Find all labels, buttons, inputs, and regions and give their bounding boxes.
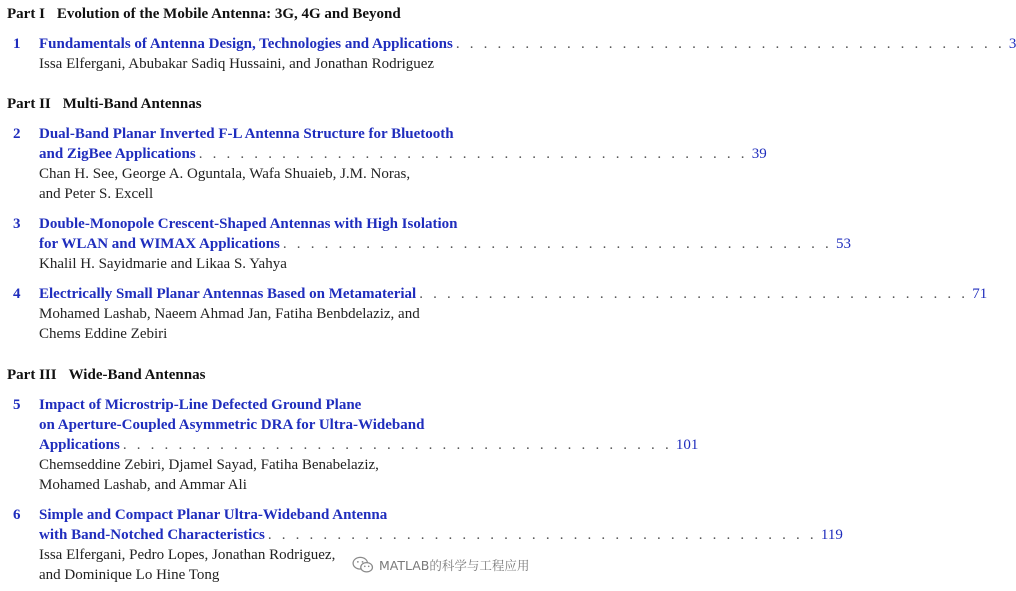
watermark [352,556,533,574]
part-title: Multi-Band Antennas [62,96,202,112]
part-label: Part III [7,367,57,383]
page-number[interactable]: 71 [972,286,988,302]
dot-leader: . . . . . . . . . . . . . . . . . . . . . . . . . . . . . . . . . . . . . . . . [122,437,672,453]
chapter-authors: Chan H. See, George A. Oguntala, Wafa Shuaieb, J.M. Noras, [39,166,411,182]
chapter-authors: Mohamed Lashab, and Ammar Ali [39,477,247,493]
chapter-title-line[interactable]: Double-Monopole Crescent-Shaped Antennas with High Isolation [39,216,458,232]
chapter-title-row[interactable] [39,34,1016,54]
page-number[interactable]: 119 [820,527,843,543]
chapter-title-row[interactable] [39,234,851,254]
chapter-title-row[interactable] [39,525,843,545]
chapter-title-line[interactable]: Fundamentals of Antenna Design, Technologies and Applications [39,36,453,52]
chapter-authors: Khalil H. Sayidmarie and Likaa S. Yahya [39,256,287,272]
chapter-title-line[interactable]: Applications [39,437,120,453]
dot-leader: . . . . . . . . . . . . . . . . . . . . . . . . . . . . . . . . . . . . . . . . [455,36,1005,52]
chapter-number: 4 [13,286,21,302]
chapter-title-line[interactable]: Simple and Compact Planar Ultra-Wideband Antenna [39,507,388,523]
part-label: Part I [7,6,45,22]
chapter-number: 2 [13,126,21,142]
page-number[interactable]: 101 [675,437,699,453]
chapter-title-line[interactable]: on Aperture-Coupled Asymmetric DRA for Ultra-Wideband [39,417,425,433]
chapter-number: 6 [13,507,21,523]
chapter-number: 5 [13,397,21,413]
chapter-authors: Issa Elfergani, Pedro Lopes, Jonathan Rodriguez, [39,547,336,563]
page-number[interactable]: 3 [1008,36,1016,52]
part-heading [7,365,205,385]
part-title: Wide-Band Antennas [68,367,206,383]
chapter-title-row[interactable] [39,284,988,304]
chapter-title-line[interactable]: with Band-Notched Characteristics [39,527,265,543]
watermark-text: MATLAB的科学与工程应用 [379,558,530,573]
chapter-title-row[interactable] [39,144,767,164]
chapter-authors: Issa Elfergani, Abubakar Sadiq Hussaini, and Jonathan Rodriguez [39,56,435,72]
chapter-title-line[interactable]: Impact of Microstrip-Line Defected Ground Plane [39,397,362,413]
chapter-title-row[interactable] [39,435,699,455]
chapter-authors: and Peter S. Excell [39,186,154,202]
part-title: Evolution of the Mobile Antenna: 3G, 4G and Beyond [56,6,401,22]
wechat-icon [352,556,374,574]
chapter-title-line[interactable]: and ZigBee Applications [39,146,196,162]
chapter-title-line[interactable]: Dual-Band Planar Inverted F-L Antenna Structure for Bluetooth [39,126,454,142]
chapter-title-line[interactable]: for WLAN and WIMAX Applications [39,236,280,252]
page-number[interactable]: 53 [835,236,851,252]
chapter-authors: and Dominique Lo Hine Tong [39,567,220,583]
part-label: Part II [7,96,51,112]
chapter-number: 1 [13,36,21,52]
chapter-title-line[interactable]: Electrically Small Planar Antennas Based on Metamaterial [39,286,417,302]
chapter-authors: Chemseddine Zebiri, Djamel Sayad, Fatiha Benabelaziz, [39,457,379,473]
dot-leader: . . . . . . . . . . . . . . . . . . . . . . . . . . . . . . . . . . . . . . . . [282,236,832,252]
part-heading [7,94,202,114]
dot-leader: . . . . . . . . . . . . . . . . . . . . . . . . . . . . . . . . . . . . . . . . [267,527,817,543]
dot-leader: . . . . . . . . . . . . . . . . . . . . . . . . . . . . . . . . . . . . . . . . [198,146,748,162]
part-heading [7,4,401,24]
page-number[interactable]: 39 [751,146,767,162]
dot-leader: . . . . . . . . . . . . . . . . . . . . . . . . . . . . . . . . . . . . . . . . [419,286,969,302]
chapter-authors: Chems Eddine Zebiri [39,326,168,342]
chapter-number: 3 [13,216,21,232]
chapter-authors: Mohamed Lashab, Naeem Ahmad Jan, Fatiha Benbdelaziz, and [39,306,420,322]
